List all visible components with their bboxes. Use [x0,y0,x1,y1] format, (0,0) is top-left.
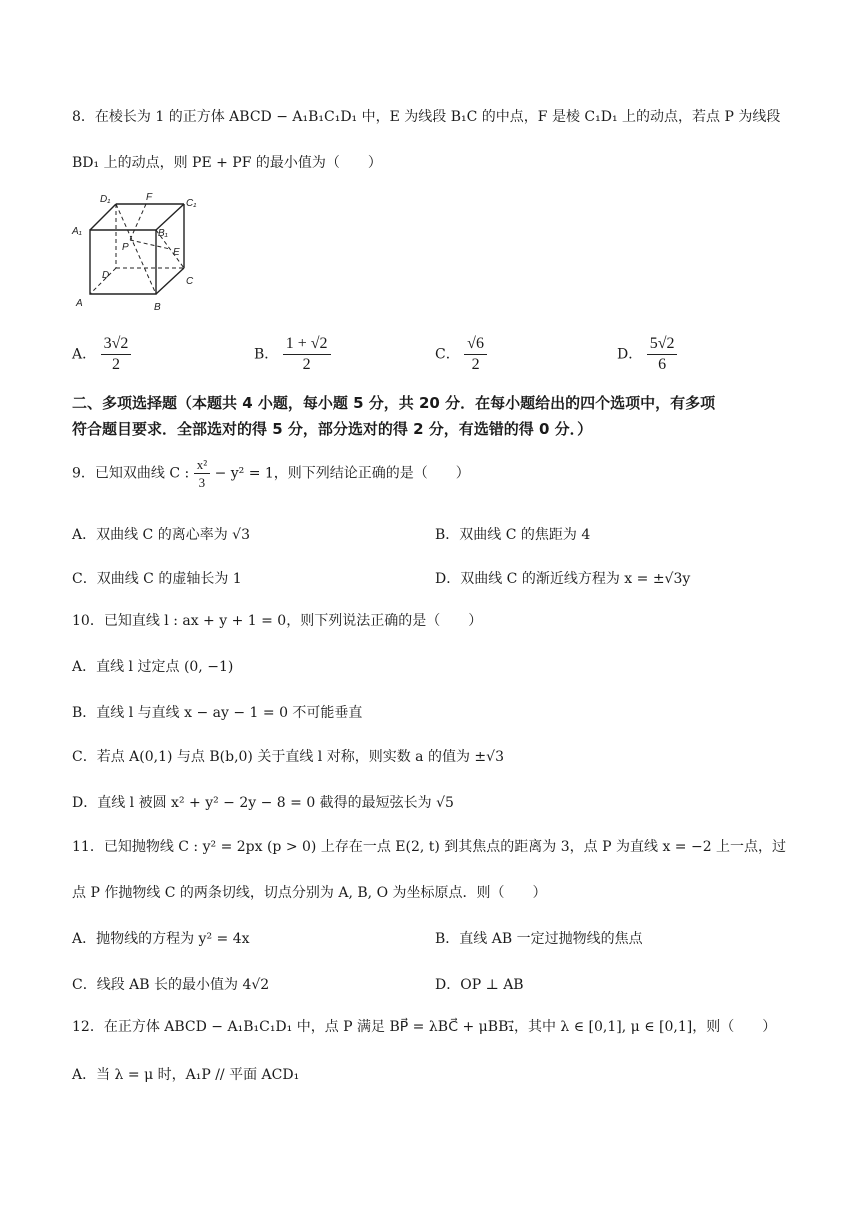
q11-option-a: A．抛物线的方程为 y² = 4x [72,931,250,947]
q10-option-b: B．直线 l 与直线 x − ay − 1 = 0 不可能垂直 [72,705,363,721]
q11-option-d: D．OP ⊥ AB [435,977,524,993]
q8-option-a-den: 2 [111,356,120,373]
q8-option-b-num: 1 + √2 [283,334,331,355]
q9-option-c: C．双曲线 C 的虚轴长为 1 [72,571,242,587]
q8-stem-line1: 8．在棱长为 1 的正方体 ABCD − A₁B₁C₁D₁ 中，E 为线段 B₁C 的中点，F 是棱 C₁D₁ 上的动点，若点 P 为线段 [72,109,781,125]
q12-stem: 12．在正方体 ABCD − A₁B₁C₁D₁ 中，点 P 满足 BP⃗ = λBC⃗ + μBB₁⃗，其中 λ ∈ [0,1], μ ∈ [0,1]，则（ ） [72,1019,777,1035]
section-2-heading-line1: 二、多项选择题（本题共 4 小题，每小题 5 分，共 20 分．在每小题给出的四个选项中，有多项 [72,394,716,412]
q8-option-d-num: 5√2 [647,334,678,355]
q8-option-a: A． $\frac{3√2}{2}$ [72,334,131,375]
q8-option-a-num: 3√2 [101,334,132,355]
q9-option-a: A．双曲线 C 的离心率为 √3 [72,527,251,543]
q10-option-d: D．直线 l 被圆 x² + y² − 2y − 8 = 0 截得的最短弦长为 √5 [72,795,454,811]
q8-option-c-den: 2 [471,356,480,373]
q9-frac-num: x² [194,456,210,474]
q9-stem: 9．已知双曲线 C : $\frac{\text{x²}}{3}$ − y² = 1，则下列结论正确的是（ ） [72,457,470,490]
q8-option-b-den: 2 [302,356,311,373]
label-c: C [186,276,194,287]
q9-option-d: D．双曲线 C 的渐近线方程为 x = ±√3y [435,571,691,587]
q8-option-d: D． $\frac{5√2}{6}$ [617,334,677,375]
q10-option-c: C．若点 A(0,1) 与点 B(b,0) 关于直线 l 对称，则实数 a 的值为 ±√3 [72,749,504,765]
label-f: F [146,192,153,203]
q10-stem: 10．已知直线 l : ax + y + 1 = 0，则下列说法正确的是（ ） [72,613,483,629]
q11-stem-line1: 11．已知抛物线 C : y² = 2px (p > 0) 上存在一点 E(2, t) 到其焦点的距离为 3，点 P 为直线 x = −2 上一点，过 [72,839,787,855]
label-d1: D₁ [100,194,111,205]
label-d: D [102,270,110,281]
section-2-heading-line2: 符合题目要求．全部选对的得 5 分，部分选对的得 2 分，有选错的得 0 分．） [72,420,593,438]
q10-option-a: A．直线 l 过定点 (0, −1) [72,659,234,675]
label-a1: A₁ [72,226,82,237]
label-e: E [173,247,180,258]
q11-option-b: B．直线 AB 一定过抛物线的焦点 [435,931,643,947]
q8-option-d-den: 6 [658,356,667,373]
label-p: P [122,242,129,253]
q11-option-c: C．线段 AB 长的最小值为 4√2 [72,977,270,993]
q12-option-a: A．当 λ = μ 时，A₁P // 平面 ACD₁ [72,1067,300,1083]
label-c1: C₁ [186,198,197,209]
q8-option-c-num: √6 [464,334,487,355]
label-b1: B₁ [158,228,168,239]
q9-option-b: B．双曲线 C 的焦距为 4 [435,527,591,543]
label-b: B [154,302,161,313]
cube-figure [66,186,216,322]
q8-option-b: B． $\frac{1 + √2}{2}$ [254,334,331,375]
q8-option-c: C． $\frac{√6}{2}$ [435,334,487,375]
q9-frac-den: 3 [198,475,206,490]
q11-stem-line2: 点 P 作抛物线 C 的两条切线，切点分别为 A, B, O 为坐标原点．则（ ） [72,885,547,901]
q8-stem-line2: BD₁ 上的动点，则 PE + PF 的最小值为（ ） [72,155,382,171]
label-a: A [76,298,83,309]
